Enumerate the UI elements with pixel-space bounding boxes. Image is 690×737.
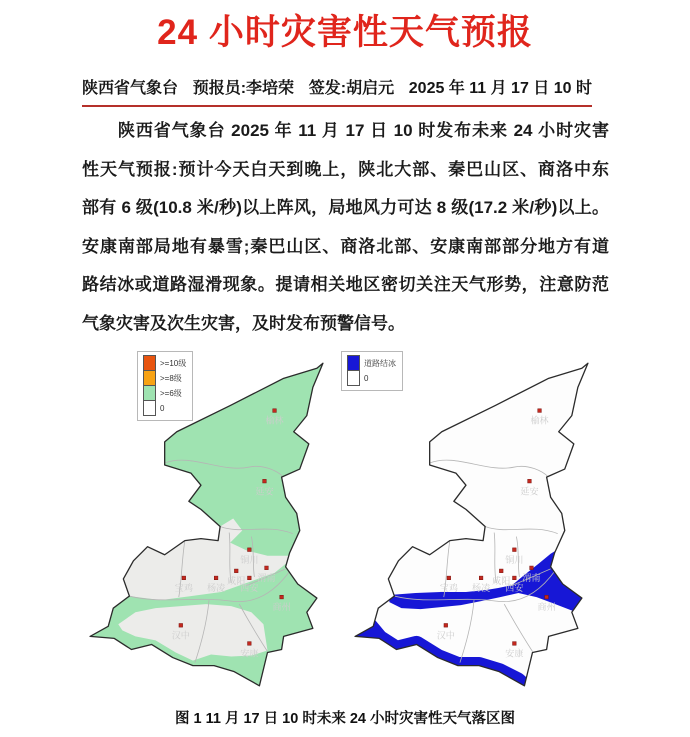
- legend-color-chip: [347, 370, 360, 386]
- figure-caption: 图 1 11 月 17 日 10 时未来 24 小时灾害性天气落区图: [174, 711, 516, 727]
- city-label: 商州: [272, 602, 291, 613]
- ice-map-legend: [341, 351, 403, 391]
- city-label: 渭南: [257, 572, 276, 583]
- city-marker: [545, 595, 549, 599]
- legend-color-chip: [347, 355, 360, 371]
- city-label: 延安: [520, 486, 539, 497]
- city-label: 咸阳: [227, 575, 246, 586]
- city-label: 西安: [240, 583, 259, 594]
- city-label: 汉中: [436, 630, 455, 641]
- city-label: 宝鸡: [439, 583, 458, 594]
- city-marker: [234, 569, 238, 573]
- legend-color-chip: [143, 385, 156, 401]
- forecast-text-line: 部有 6 级(10.8 米/秒)以上阵风，局地风力可达 8 级(17.2 米/秒)以上。: [82, 198, 609, 217]
- legend-label: >=6级: [160, 389, 182, 398]
- city-label: 杨凌: [472, 583, 491, 594]
- wind-map-legend: [137, 351, 193, 421]
- legend-label: 0: [160, 404, 165, 413]
- city-label: 延安: [255, 486, 274, 497]
- city-marker: [479, 576, 483, 580]
- city-label: 安康: [505, 648, 524, 659]
- city-marker: [538, 409, 542, 413]
- city-label: 杨凌: [207, 583, 226, 594]
- city-label: 铜川: [240, 554, 259, 565]
- forecast-text-line: 安康南部局地有暴雪;秦巴山区、商洛北部、安康南部部分地方有道: [82, 236, 609, 256]
- city-marker: [530, 566, 534, 570]
- forecast-text-line: 路结冰或道路湿滑现象。提请相关地区密切关注天气形势，注意防范: [82, 275, 609, 294]
- legend-item: [143, 371, 186, 386]
- city-marker: [265, 566, 269, 570]
- forecaster-name: 预报员:李培荣: [192, 80, 295, 97]
- legend-item: [347, 356, 396, 371]
- city-label: 商州: [537, 602, 556, 613]
- city-label: 安康: [240, 648, 259, 659]
- city-label: 榆林: [265, 415, 284, 426]
- hazard-maps-figure: [0, 345, 690, 737]
- city-label: 榆林: [530, 415, 549, 426]
- city-marker: [528, 479, 532, 483]
- issue-datetime: 2025 年 11 月 17 日 10 时: [408, 80, 592, 97]
- forecast-paragraph: [82, 112, 609, 343]
- wind-gust-map: [80, 358, 332, 691]
- city-marker: [182, 576, 186, 580]
- city-label: 咸阳: [492, 575, 511, 586]
- forecast-text-line: 性天气预报:预计今天白天到晚上，陕北大部、秦巴山区、商洛中东: [82, 159, 609, 179]
- legend-label: 0: [364, 374, 369, 383]
- city-marker: [263, 479, 267, 483]
- forecast-text-line: 陕西省气象台 2025 年 11 月 17 日 10 时发布未来 24 小时灾害: [82, 121, 609, 140]
- legend-item: [143, 401, 186, 416]
- page-title: 24 小时灾害性天气预报: [157, 13, 533, 52]
- city-marker: [280, 595, 284, 599]
- city-marker: [513, 642, 517, 646]
- city-marker: [248, 548, 252, 552]
- city-marker: [444, 623, 448, 627]
- city-marker: [513, 576, 517, 580]
- agency-name: 陕西省气象台: [82, 80, 179, 97]
- forecast-text-line: 气象灾害及次生灾害，及时发布预警信号。: [82, 313, 405, 333]
- city-marker: [179, 623, 183, 627]
- legend-item: [347, 371, 396, 386]
- city-marker: [447, 576, 451, 580]
- city-marker: [499, 569, 503, 573]
- city-marker: [513, 548, 517, 552]
- legend-color-chip: [143, 355, 156, 371]
- city-label: 西安: [505, 583, 524, 594]
- city-marker: [248, 576, 252, 580]
- road-icing-map: [345, 358, 597, 691]
- city-marker: [273, 409, 277, 413]
- legend-label: >=10级: [160, 359, 187, 368]
- legend-color-chip: [143, 370, 156, 386]
- legend-color-chip: [143, 400, 156, 416]
- issuer-name: 签发:胡启元: [308, 80, 395, 97]
- city-label: 汉中: [171, 630, 190, 641]
- city-label: 宝鸡: [174, 583, 193, 594]
- city-marker: [214, 576, 218, 580]
- legend-item: [143, 386, 186, 401]
- city-label: 铜川: [505, 554, 524, 565]
- issue-meta-row: [82, 75, 592, 107]
- legend-label: 道路结冰: [364, 359, 396, 368]
- city-marker: [248, 642, 252, 646]
- city-label: 渭南: [522, 572, 541, 583]
- legend-item: [143, 356, 186, 371]
- legend-label: >=8级: [160, 374, 182, 383]
